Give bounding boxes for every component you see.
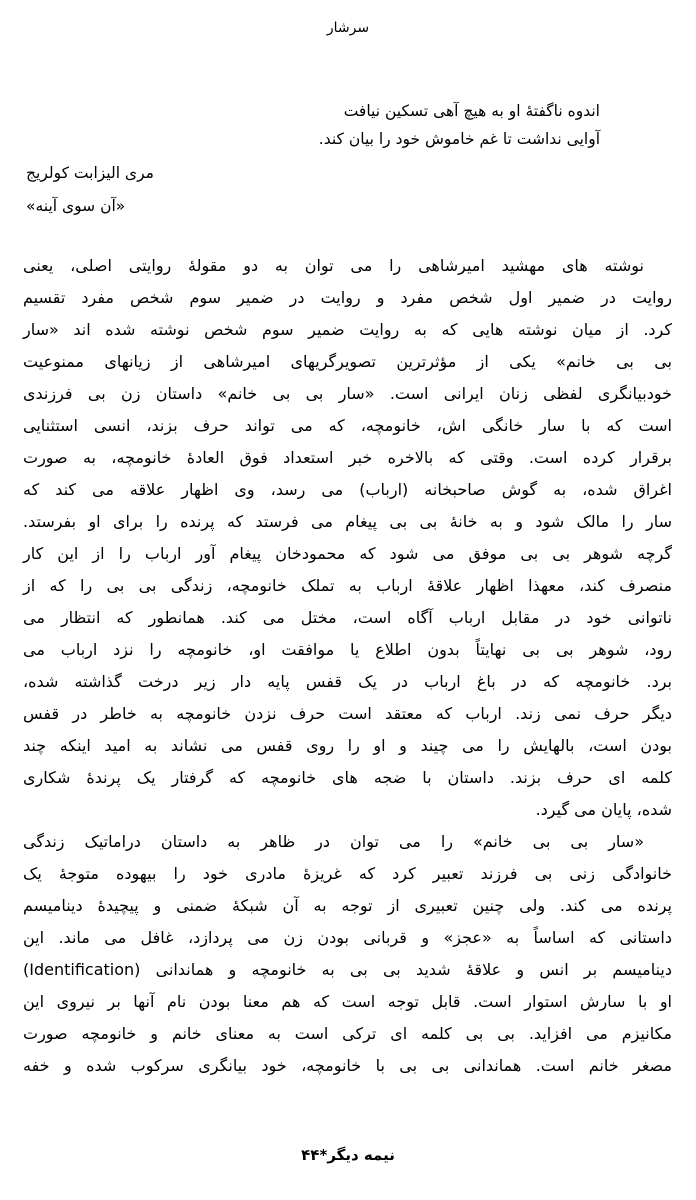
text-line: شده، پایان می گیرد. bbox=[535, 800, 672, 819]
running-head-title: سرشار bbox=[326, 20, 370, 36]
text-line: «سار بی بی خانم» را می توان در ظاهر به داستان دراماتیک زندگی bbox=[23, 832, 644, 851]
text-line: است که با سار خانگی اش، خانومچه، که می تواند حرف بزند، انسی استثنایی bbox=[23, 416, 672, 435]
text-line: داستانی که اساساً به «عجز» و قربانی بودن زن می پردازد، غافل می ماند. این bbox=[23, 928, 672, 947]
text-line: نوشته های مهشید امیرشاهی را می توان به دو مقولهٔ روایتی اصلی، یعنی bbox=[23, 256, 644, 275]
text-line: مکانیزم می افزاید. بی بی کلمه ای ترکی است به معنای خانم و خانومچه صورت bbox=[23, 1024, 672, 1043]
epigraph-attribution bbox=[26, 157, 154, 223]
epigraph-attribution-line: مری الیزابت کولریج bbox=[26, 164, 154, 182]
body-paragraph-1 bbox=[23, 250, 672, 826]
text-line: کلمه ای حرف بزند. داستان با ضجه های خانومچه که گرفتار یک پرندهٔ شکاری bbox=[23, 768, 672, 787]
footer-journal-page-label: نیمه دیگر*۴۴ bbox=[301, 1146, 395, 1164]
text-line: برقرار کرده است. وقتی که بالاخره خبر استعداد فوق العادهٔ خانومچه، به صورت bbox=[23, 448, 672, 467]
text-line: پرنده می کند. ولی چنین تعبیری از توجه به آن شبکهٔ ضمنی و پیچیدهٔ دینامیسم bbox=[23, 896, 672, 915]
text-line: او با سارش استوار است. قابل توجه است که هم معنا بودن نام آنها بر نیروی این bbox=[23, 992, 672, 1011]
epigraph-poem-line: آوایی نداشت تا غم خاموش خود را بیان کند. bbox=[318, 130, 600, 148]
text-line: رود، شوهر بی بی نهایتاً بدون اطلاع یا موافقت او، خانومچه را نزد ارباب می bbox=[23, 640, 672, 659]
text-line: مصغر خانم است. هماندانی بی بی با خانومچه، خود بیانگری سرکوب شده و خفه bbox=[23, 1056, 672, 1075]
text-line: روایت در ضمیر اول شخص مفرد و روایت در ضمیر سوم شخص مفرد تقسیم bbox=[23, 288, 672, 307]
text-line: دینامیسم بر انس و علاقهٔ شدید بی بی به خانومچه و هماندانی (Identification) bbox=[23, 960, 672, 979]
body-paragraph-2 bbox=[23, 826, 672, 1082]
text-line: سار را مالک شود و به خانهٔ بی بی پیغام می فرستد که پرنده را برای او بفرستد. bbox=[23, 512, 672, 531]
text-line: کرد. از میان نوشته هایی که به روایت ضمیر سوم شخص نوشته شده اند «سار bbox=[23, 320, 672, 339]
text-line: گرچه شوهر بی بی موفق می شود که محمودخان پیغام آور ارباب را از این کار bbox=[23, 544, 672, 563]
text-line: خانوادگی زنی بی فرزند تعبیر کرد که غریزهٔ مادری خود را بیهوده متوجهٔ یک bbox=[23, 864, 672, 883]
text-line: خودبیانگری لفظی زنان ایرانی است. «سار بی بی خانم» داستان زن بی فرزندی bbox=[23, 384, 672, 403]
text-line: بی بی خانم» یکی از مؤثرترین تصویرگریهای امیرشاهی از زیانهای ممنوعیت bbox=[23, 352, 672, 371]
text-line: منصرف کند، معهذا اظهار علاقهٔ ارباب به تملک خانومچه، زندگی بی بی را که از bbox=[23, 576, 672, 595]
text-line: دیگر حرف نمی زند. ارباب که معتقد است حرف نزدن خانومچه به خاطر در قفس bbox=[23, 704, 672, 723]
text-line: ناتوانی خود در مقابل ارباب آگاه است، مختل می کند. همانطور که انتظار می bbox=[23, 608, 672, 627]
epigraph-poem bbox=[319, 97, 600, 153]
text-line: اغراق شده، به گوش صاحبخانه (ارباب) می رسد، وی اظهار علاقه می کند که bbox=[23, 480, 672, 499]
text-line: بودن است، بالهایش را می چیند و او را روی قفس می نشاند به امید اینکه چند bbox=[23, 736, 672, 755]
epigraph-attribution-line: «آن سوی آینه» bbox=[26, 197, 126, 215]
epigraph-poem-line: اندوه ناگفتهٔ او به هیچ آهی تسکین نیافت bbox=[343, 102, 600, 120]
text-line: برد. خانومچه که در باغ ارباب در یک قفس پایه دار زیر درخت گذاشته شده، bbox=[23, 672, 672, 691]
article-body bbox=[23, 250, 672, 1082]
